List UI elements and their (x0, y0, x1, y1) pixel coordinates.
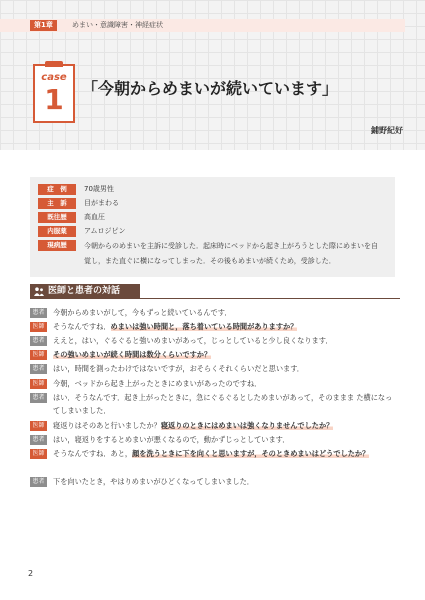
author: 鋪野紀好 (371, 126, 403, 135)
dialogue-highlight: その強いめまいが続く時間は数分くらいですか？ (53, 350, 212, 359)
info-value: 70歳男性 (84, 185, 114, 193)
dialogue-text (53, 419, 398, 432)
speaker-badge: 患者 (30, 336, 47, 346)
dialogue-text-part: はい，寝返りをするとめまいが悪くなるので，動かずじっとしています． (53, 435, 290, 444)
dialogue-text-part: 寝返りはそのあと行いましたか？ (53, 421, 161, 430)
speaker-badge: 患者 (30, 393, 47, 403)
info-label: 内服薬 (38, 226, 76, 237)
dialogue-text (53, 433, 398, 446)
info-row-present-illness (38, 239, 384, 273)
page-number: 2 (28, 569, 34, 578)
section-title-dialogue (30, 284, 140, 299)
dialogue-text (53, 377, 398, 390)
dialogue-text-part: そうなんですね． (53, 322, 111, 331)
dialogue-line (30, 447, 400, 460)
speaker-badge: 患者 (30, 477, 47, 487)
info-row-medication (38, 225, 126, 238)
case-label: case (41, 72, 67, 83)
case-info-box (30, 177, 395, 277)
dialogue-line (30, 348, 400, 361)
info-value: アムロジピン (84, 227, 126, 235)
speaker-badge: 医師 (30, 421, 47, 431)
info-label: 症 例 (38, 184, 76, 195)
case-number: 1 (44, 83, 64, 116)
info-row-history (38, 211, 105, 224)
people-icon (34, 287, 44, 296)
dialogue-text (53, 447, 398, 460)
speaker-badge: 患者 (30, 435, 47, 445)
dialogue-line (30, 419, 400, 432)
dialogue-line (30, 475, 400, 488)
chapter-title: めまい・意識障害・神経症状 (72, 21, 163, 29)
dialogue-text-part: 今朝，ベッドから起き上がったときにめまいがあったのですね． (53, 379, 262, 388)
dialogue-text (53, 334, 398, 347)
dialogue-line (30, 320, 400, 333)
dialogue-text (53, 362, 398, 375)
info-label: 主 訴 (38, 198, 76, 209)
case-badge (33, 64, 75, 123)
dialogue-text-part: はい，時間を測ったわけではないですが，おそらくそれくらいだと思います． (53, 364, 304, 373)
dialogue-text-part: 今朝からめまいがして，今もずっと続いているんです． (53, 308, 232, 317)
dialogue-text-part: はい．そうなんです．起き上がったときに，急にぐるぐるとしためまいがあって，そのままま た横になってしまいました． (53, 393, 393, 415)
page-title: 「今朝からめまいが続いています」 (82, 79, 339, 98)
dialogue-line (30, 306, 400, 319)
dialogue-highlight: 寝返りのときにはめまいは強くなりませんでしたか？ (160, 421, 334, 430)
speaker-badge: 患者 (30, 308, 47, 318)
info-label: 既往歴 (38, 212, 76, 223)
info-label: 現病歴 (38, 240, 76, 251)
dialogue-text-part: ええと，はい，ぐるぐると強いめまいがあって，じっとしていると少し良くなります． (53, 336, 333, 345)
dialogue-text (53, 306, 398, 319)
dialogue-line (30, 433, 400, 446)
info-value: 今朝からのめまいを主訴に受診した．起床時にベッドから起き上がろうとした際にめまいを自覚し，また直ぐに横になってしまった．その後もめまいが続くため，受診した． (84, 242, 378, 265)
info-value: 目がまわる (84, 199, 119, 207)
speaker-badge: 医師 (30, 449, 47, 459)
dialogue-text (53, 348, 398, 361)
chapter-tag: 第1章 (30, 20, 57, 31)
chapter-bar (0, 19, 405, 32)
info-row-complaint (38, 197, 119, 210)
dialogue-line (30, 362, 400, 375)
dialogue-text (53, 391, 398, 417)
dialogue-line (30, 377, 400, 390)
speaker-badge: 医師 (30, 379, 47, 389)
dialogue-line (30, 391, 400, 417)
section-underline (30, 298, 400, 299)
dialogue-text (53, 320, 398, 333)
section-title-text: 医師と患者の対話 (48, 286, 121, 296)
clipboard-clip-icon (45, 61, 63, 67)
speaker-badge: 患者 (30, 364, 47, 374)
dialogue-text-part: そうなんですね．あと， (53, 449, 133, 458)
speaker-badge: 医師 (30, 350, 47, 360)
dialogue-highlight: 顔を洗うときに下を向くと思いますが，そのときめまいはどうでしたか？ (132, 449, 370, 458)
dialogue-line (30, 334, 400, 347)
dialogue-text-part: 下を向いたとき，やはりめまいがひどくなってしまいました． (53, 477, 254, 486)
speaker-badge: 医師 (30, 322, 47, 332)
dialogue-highlight: めまいは強い時間と，落ち着いている時間がありますか？ (110, 322, 298, 331)
info-value: 高血圧 (84, 213, 105, 221)
info-row-age (38, 183, 114, 196)
dialogue-text (53, 475, 398, 488)
